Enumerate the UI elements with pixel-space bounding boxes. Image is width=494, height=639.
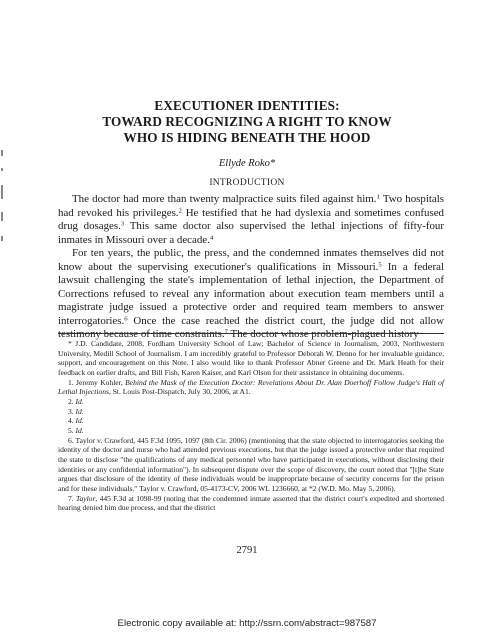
title-line: TOWARD RECOGNIZING A RIGHT TO KNOW	[102, 114, 392, 129]
footnote-3: 3. Id.	[68, 406, 84, 416]
footnote-2: 2. Id.	[68, 396, 84, 406]
footnote-ref-5[interactable]: 5	[378, 261, 382, 269]
footnote-7: 7. Taylor, 445 F.3d at 1098-99 (noting that the condemned inmate asserted that the district court's expedited and shortened hearing denied him due process, and that the district	[58, 493, 444, 513]
ssrn-download-link[interactable]: Electronic copy available at: http://ssrn.com/abstract=987587	[117, 618, 377, 629]
footnote-ref-6[interactable]: 6	[124, 315, 128, 323]
title-line: EXECUTIONER IDENTITIES:	[154, 98, 340, 113]
footnote-6: 6. Taylor v. Crawford, 445 F.3d 1095, 1097 (8th Cir. 2006) (mentioning that the state objected to interrogatories seeking the identity of the doctor and nurse who had attended previous executions, but that the judge issued a protective order that required the state to disclose "the qualifications of any medical personnel who have participated in executions, without disclosing their identities or any confidential information"). In subsequent dispute over the scope of discovery, the court noted that "[t]he State argues that disclosure of the identity of these individuals would be inappropriate because of security concerns for the prison and for these individuals." Taylor v. Crawford, 05-4173-CV, 2006 WL 1236660, at *2 (W.D. Mo. May 5, 2006).	[58, 435, 444, 493]
footnote-ref-4[interactable]: 4	[209, 233, 214, 241]
scan-edge-marks	[0, 0, 6, 639]
footnotes	[58, 339, 444, 513]
footnote-4: 4. Id.	[68, 416, 84, 426]
author-byline	[0, 158, 494, 169]
footnote-ref-1[interactable]: 1	[376, 193, 380, 201]
page-number: 2791	[236, 545, 258, 556]
author-footnote-mark: *	[269, 158, 276, 169]
body-text	[58, 193, 444, 342]
article-title	[60, 98, 434, 146]
footnote-ref-2[interactable]: 2	[178, 206, 182, 214]
footnote-author: * J.D. Candidate, 2008, Fordham University School of Law; Bachelor of Science in Journalism, 2003, Northwestern University, Medill School of Journalism. I am incredibly grateful to Professor Deborah W. Denno for her invaluable guidance, support, and encouragement on this Note. I also would like to thank Professor Abner Greene and Dr. Mark Heath for their feedback on earlier drafts, and Bill Fish, Karen Kaiser, and Karl Olson for their assistance in obtaining documents.	[58, 339, 444, 377]
section-heading: INTRODUCTION	[209, 178, 285, 188]
footnote-divider	[58, 333, 444, 334]
footnote-ref-3[interactable]: 3	[120, 220, 125, 228]
title-line: WHO IS HIDING BENEATH THE HOOD	[123, 130, 371, 145]
paragraph-1: The doctor had more than twenty malpractice suits filed against him.$^1$ Two hospitals had revoked his privileges.$^2$ He testified that he had dyslexia and sometimes confused drug dosages.$^3$ This same doctor also supervised the lethal injections of fifty-four inmates in Missouri over a decade.$^4$	[58, 193, 444, 246]
author-name: Ellyde Roko	[218, 158, 270, 169]
paragraph-2: For ten years, the public, the press, and the condemned inmates themselves did not know about the supervising executioner's qualifications in Missouri.$^5$ In a federal lawsuit challenging the state's implementation of lethal injection, the Department of Corrections refused to reveal any information about execution team members until a magistrate judge issued a protective order and required team members to answer interrogatories.$^6$ Once the case reached the district court, the judge did not allow testimony because of time constraints.$^7$ The doctor whose problem-plagued history	[58, 247, 444, 341]
footnote-ref-7[interactable]: 7	[224, 328, 229, 336]
footnote-1: 1. Jeremy Kohler, Behind the Mask of the Execution Doctor: Revelations About Dr. Alan Doerhoff Follow Judge's Halt of Lethal Injections, St. Louis Post-Dispatch, July 30, 2006, at A1.	[58, 377, 444, 397]
footnote-5: 5. Id.	[68, 425, 84, 435]
